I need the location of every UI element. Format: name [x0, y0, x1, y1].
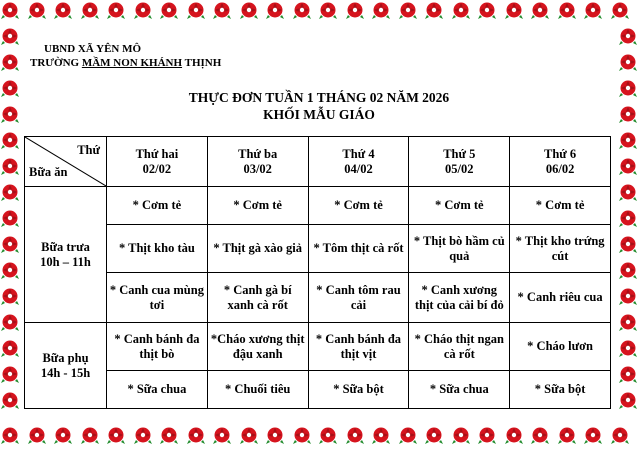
day-header: Thứ hai 02/02	[107, 137, 208, 187]
flower-icon	[424, 425, 444, 445]
flower-icon	[618, 390, 638, 410]
flower-icon	[618, 208, 638, 228]
flower-icon	[0, 390, 20, 410]
day-header: Thứ 6 06/02	[510, 137, 611, 187]
flower-icon	[583, 0, 603, 20]
menu-cell: * Cơm tẻ	[308, 187, 409, 225]
corner-meal-label: Bữa ăn	[29, 165, 68, 179]
flower-icon	[610, 425, 630, 445]
flower-icon	[0, 130, 20, 150]
meal-label-snack: Bữa phụ 14h - 15h	[25, 323, 107, 409]
menu-cell: * Tôm thịt cà rốt	[308, 225, 409, 273]
flower-icon	[530, 425, 550, 445]
menu-cell: * Canh gà bí xanh cà rốt	[207, 273, 308, 323]
flower-icon	[133, 425, 153, 445]
flower-icon	[398, 0, 418, 20]
menu-cell: * Canh bánh đa thịt vịt	[308, 323, 409, 371]
flower-icon	[0, 338, 20, 358]
flower-icon	[0, 52, 20, 72]
flower-icon	[292, 425, 312, 445]
flower-icon	[27, 0, 47, 20]
menu-cell: * Cơm tẻ	[510, 187, 611, 225]
flower-icon	[618, 156, 638, 176]
flower-icon	[477, 425, 497, 445]
menu-cell: * Cơm tẻ	[409, 187, 510, 225]
flower-icon	[0, 234, 20, 254]
menu-cell: * Cháo thịt ngan cà rốt	[409, 323, 510, 371]
flower-icon	[504, 0, 524, 20]
menu-cell: * Sữa bột	[510, 371, 611, 409]
flower-icon	[53, 0, 73, 20]
menu-cell: * Sữa chua	[107, 371, 208, 409]
table-header-row	[25, 137, 611, 187]
flower-icon	[398, 425, 418, 445]
table-row	[25, 187, 611, 225]
flower-icon	[345, 0, 365, 20]
menu-cell: * Canh xương thịt của cải bí đỏ	[409, 273, 510, 323]
flower-icon	[583, 425, 603, 445]
flower-icon	[0, 312, 20, 332]
menu-cell: * Canh riêu cua	[510, 273, 611, 323]
menu-cell: * Cơm tẻ	[107, 187, 208, 225]
flower-icon	[80, 425, 100, 445]
menu-cell: * Canh bánh đa thịt bò	[107, 323, 208, 371]
corner-day-label: Thứ	[77, 143, 100, 157]
menu-cell: * Thịt kho tàu	[107, 225, 208, 273]
flower-icon	[53, 425, 73, 445]
menu-cell: * Chuối tiêu	[207, 371, 308, 409]
flower-icon	[451, 425, 471, 445]
flower-icon	[265, 0, 285, 20]
flower-icon	[610, 0, 630, 20]
flower-icon	[0, 364, 20, 384]
flower-icon	[239, 425, 259, 445]
menu-cell: * Sữa chua	[409, 371, 510, 409]
flower-icon	[0, 286, 20, 306]
flower-icon	[0, 260, 20, 280]
flower-icon	[618, 364, 638, 384]
menu-cell: * Thịt gà xào giả	[207, 225, 308, 273]
menu-cell: * Canh tôm rau cải	[308, 273, 409, 323]
menu-title: THỰC ĐƠN TUẦN 1 THÁNG 02 NĂM 2026	[188, 90, 450, 105]
flower-icon	[212, 425, 232, 445]
flower-icon	[186, 425, 206, 445]
flower-icon	[159, 425, 179, 445]
flower-icon	[318, 0, 338, 20]
flower-icon	[618, 52, 638, 72]
flower-icon	[618, 312, 638, 332]
flower-icon	[239, 0, 259, 20]
menu-cell: *Cháo xương thịt đậu xanh	[207, 323, 308, 371]
menu-subtitle: KHỐI MẪU GIÁO	[263, 107, 375, 122]
org-name: UBND XÃ YÊN MÔ	[44, 43, 142, 55]
flower-icon	[0, 208, 20, 228]
day-header: Thứ ba 03/02	[207, 137, 308, 187]
flower-icon	[0, 182, 20, 202]
flower-icon	[80, 0, 100, 20]
organization-header	[30, 42, 221, 70]
flower-icon	[477, 0, 497, 20]
flower-icon	[424, 0, 444, 20]
menu-cell: * Cơm tẻ	[207, 187, 308, 225]
flower-icon	[618, 26, 638, 46]
flower-icon	[557, 425, 577, 445]
flower-icon	[618, 286, 638, 306]
corner-cell	[25, 137, 107, 187]
flower-icon	[371, 0, 391, 20]
menu-cell: * Thịt kho trứng cút	[510, 225, 611, 273]
flower-icon	[212, 0, 232, 20]
menu-cell: * Canh cua mùng tơi	[107, 273, 208, 323]
flower-icon	[318, 425, 338, 445]
menu-table	[24, 136, 611, 409]
flower-icon	[133, 0, 153, 20]
meal-label-lunch: Bữa trưa 10h – 11h	[25, 187, 107, 323]
menu-cell: * Sữa bột	[308, 371, 409, 409]
menu-cell: * Cháo lươn	[510, 323, 611, 371]
flower-icon	[292, 0, 312, 20]
flower-icon	[0, 0, 20, 20]
flower-icon	[557, 0, 577, 20]
flower-icon	[186, 0, 206, 20]
school-name: TRƯỜNG MẦM NON KHÁNH THỊNH	[30, 57, 222, 69]
flower-icon	[265, 425, 285, 445]
flower-icon	[618, 234, 638, 254]
flower-icon	[27, 425, 47, 445]
table-row	[25, 323, 611, 371]
flower-icon	[618, 260, 638, 280]
menu-cell: * Thịt bò hầm củ quả	[409, 225, 510, 273]
flower-icon	[451, 0, 471, 20]
flower-icon	[345, 425, 365, 445]
flower-icon	[371, 425, 391, 445]
flower-icon	[504, 425, 524, 445]
flower-icon	[618, 338, 638, 358]
table-row	[25, 273, 611, 323]
flower-icon	[0, 26, 20, 46]
flower-icon	[530, 0, 550, 20]
flower-icon	[618, 182, 638, 202]
flower-icon	[159, 0, 179, 20]
table-row	[25, 225, 611, 273]
flower-icon	[106, 0, 126, 20]
flower-icon	[618, 130, 638, 150]
flower-icon	[0, 425, 20, 445]
flower-icon	[106, 425, 126, 445]
table-row	[25, 371, 611, 409]
flower-icon	[0, 156, 20, 176]
day-header: Thứ 4 04/02	[308, 137, 409, 187]
day-header: Thứ 5 05/02	[409, 137, 510, 187]
